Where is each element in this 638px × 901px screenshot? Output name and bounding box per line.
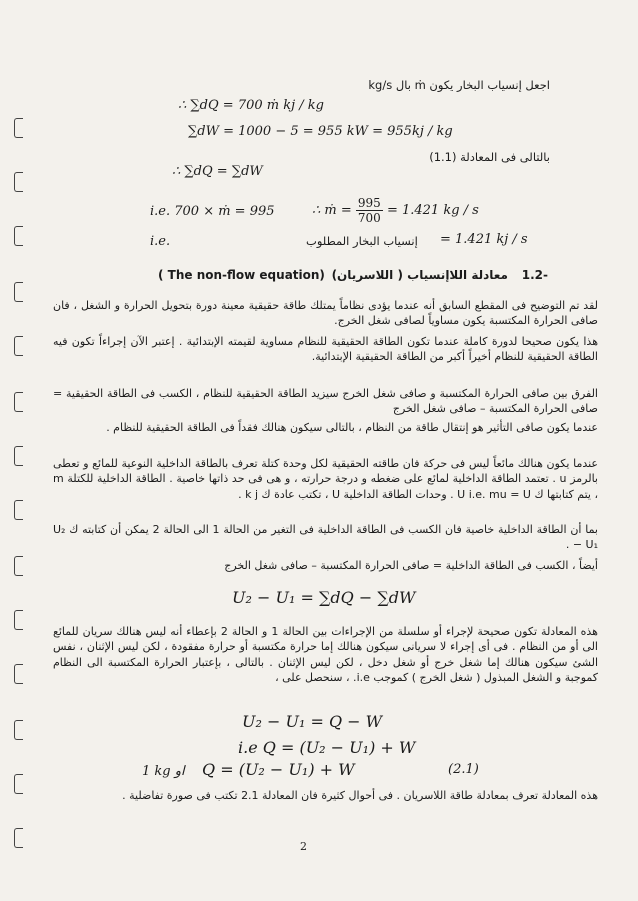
paragraph-4: عندما يكون صافى التأثير هو إنتقال طاقة من النظام ، بالتالى سيكون هنالك فقداً فى الطاقة الحقيقية للنظام . bbox=[106, 421, 598, 434]
section-number: 1.2- bbox=[521, 268, 548, 282]
ring-icon bbox=[14, 720, 23, 740]
paragraph-3: الفرق بين صافى الحرارة المكتسبة و صافى شغل الخرج سيزيد الطاقة الحقيقية للنظام ، الكسب فى الطاقة الحقيقية = صافى الحرارة المكتسبة – صافى شغل الخرج bbox=[53, 387, 598, 416]
equation-mdot-solution bbox=[312, 196, 479, 225]
ring-icon bbox=[14, 556, 23, 576]
section-title-arabic: معادلة اللاإنسياب ( اللاسريان) bbox=[331, 268, 508, 282]
ring-icon bbox=[14, 282, 23, 302]
mdot-result: = 1.421 kg / s bbox=[386, 203, 479, 218]
mdot-label: ∴ ṁ = bbox=[312, 203, 352, 218]
fraction-numerator: 995 bbox=[357, 196, 381, 210]
fraction bbox=[356, 196, 383, 225]
per-kg-label: 1 kg او bbox=[142, 764, 185, 779]
intro-line: اجعل إنسياب البخار يكون ṁ بال kg/s bbox=[368, 78, 550, 92]
ring-icon bbox=[14, 226, 23, 246]
paragraph-1: لقد تم التوضيح فى المقطع السابق أنه عندما يؤدى نظاماً يمتلك طاقة حقيقية معينة دورة بتحويل الحرارة و الشغل ، فان صافى الحرارة المكتسبة يكون مساوياً لصافى شغل الخرج. bbox=[53, 299, 598, 328]
paragraph-6: بما أن الطاقة الداخلية خاصية فان الكسب فى الطاقة الداخلية فى التغير من الحالة 1 الى الحالة 2 يمكن أن كتابته ك U₂ − U₁ . bbox=[53, 523, 598, 552]
equation-q-form: i.e Q = (U₂ − U₁) + W bbox=[238, 738, 416, 757]
paragraph-9: هذه المعادلة تعرف بمعادلة طاقة اللاسريان . فى أحوال كثيرة فان المعادلة 2.1 تكتب فى صورة تفاضلية . bbox=[122, 789, 598, 802]
section-title-english: ( The non-flow equation) bbox=[158, 268, 325, 282]
paragraph-2: هذا يكون صحيحا لدورة كاملة عندما تكون الطاقة الحقيقية للنظام مساوية لقيمته الإبتدائية . إعتبر الآن إجراءاً تكون فيه الطاقة الحقيقية للنظام أخيراً أكبر من الطاقة الحقيقية الإبتدائية. bbox=[53, 335, 598, 364]
ring-icon bbox=[14, 446, 23, 466]
ie-label: i.e. bbox=[150, 234, 171, 249]
paragraph-5: عندما يكون هنالك مائعاً ليس فى حركة فان طاقته الحقيقية لكل وحدة كتلة تعرف بالطاقة الداخلية النوعية للمائع و تعطى بالرمز u . تعتمد الطاقة الداخلية لمائع على ضغطه و درجة حرارته ، و هى فى حد ذاتها خاصية . الطاقة الداخلية للكتلة m ، يتم كتابتها ك U i.e. mu = U . وحدات الطاقة الداخلية U ، تكتب عادة ك k j . bbox=[53, 457, 598, 501]
equation-number: (2.1) bbox=[448, 762, 479, 777]
paragraph-8: هذه المعادلة تكون صحيحة لإجراء أو سلسلة من الإجراءات بين الحالة 1 و الحالة 2 بإعطاء أنه ليس هنالك سريان للمائع الى أو من النظام . فى أى إجراء لا سريانى سيكون هنالك إما حرارة مكتسبة أو حرارة مفقودة ، لكن ليس الإثنان ، نفس الشئ سيكون هنالك إما شغل خرج أو شغل دخل ، لكن ليس الإثنان . بالتالى ، بإعتبار الحرارة المكتسبة الى النظام كموجبة و الشغل المبذول ( شغل الخرج ) كموجب i.e. ، سنحصل على ، bbox=[53, 625, 598, 684]
binder-rings bbox=[14, 0, 24, 901]
required-flow-label: إنسياب البخار المطلوب bbox=[306, 234, 418, 248]
equation-internal-energy: U₂ − U₁ = ∑dQ − ∑dW bbox=[232, 588, 416, 607]
page-number: 2 bbox=[300, 840, 307, 853]
ring-icon bbox=[14, 828, 23, 848]
equation-work-sum: ∑dW = 1000 − 5 = 955 kW = 955kj / kg bbox=[188, 124, 453, 139]
paragraph-7: أيضاً ، الكسب فى الطاقة الداخلية = صافى الحرارة المكتسبة – صافى شغل الخرج bbox=[224, 559, 598, 572]
equation-q-minus-w: U₂ − U₁ = Q − W bbox=[242, 712, 383, 731]
fraction-denominator: 700 bbox=[357, 211, 381, 225]
ring-icon bbox=[14, 500, 23, 520]
ring-icon bbox=[14, 392, 23, 412]
equation-balance: ∴ ∑dQ = ∑dW bbox=[172, 164, 263, 179]
required-flow-value: = 1.421 kj / s bbox=[440, 232, 528, 247]
ring-icon bbox=[14, 118, 23, 138]
ring-icon bbox=[14, 336, 23, 356]
equation-2-1: Q = (U₂ − U₁) + W bbox=[202, 760, 355, 779]
ring-icon bbox=[14, 610, 23, 630]
ring-icon bbox=[14, 774, 23, 794]
equation-heat-sum: ∴ ∑dQ = 700 ṁ kj / kg bbox=[178, 98, 324, 113]
ring-icon bbox=[14, 664, 23, 684]
therefore-line: بالتالى فى المعادلة (1.1) bbox=[429, 150, 550, 164]
equation-mdot: i.e. 700 × ṁ = 995 bbox=[150, 204, 275, 219]
ring-icon bbox=[14, 172, 23, 192]
